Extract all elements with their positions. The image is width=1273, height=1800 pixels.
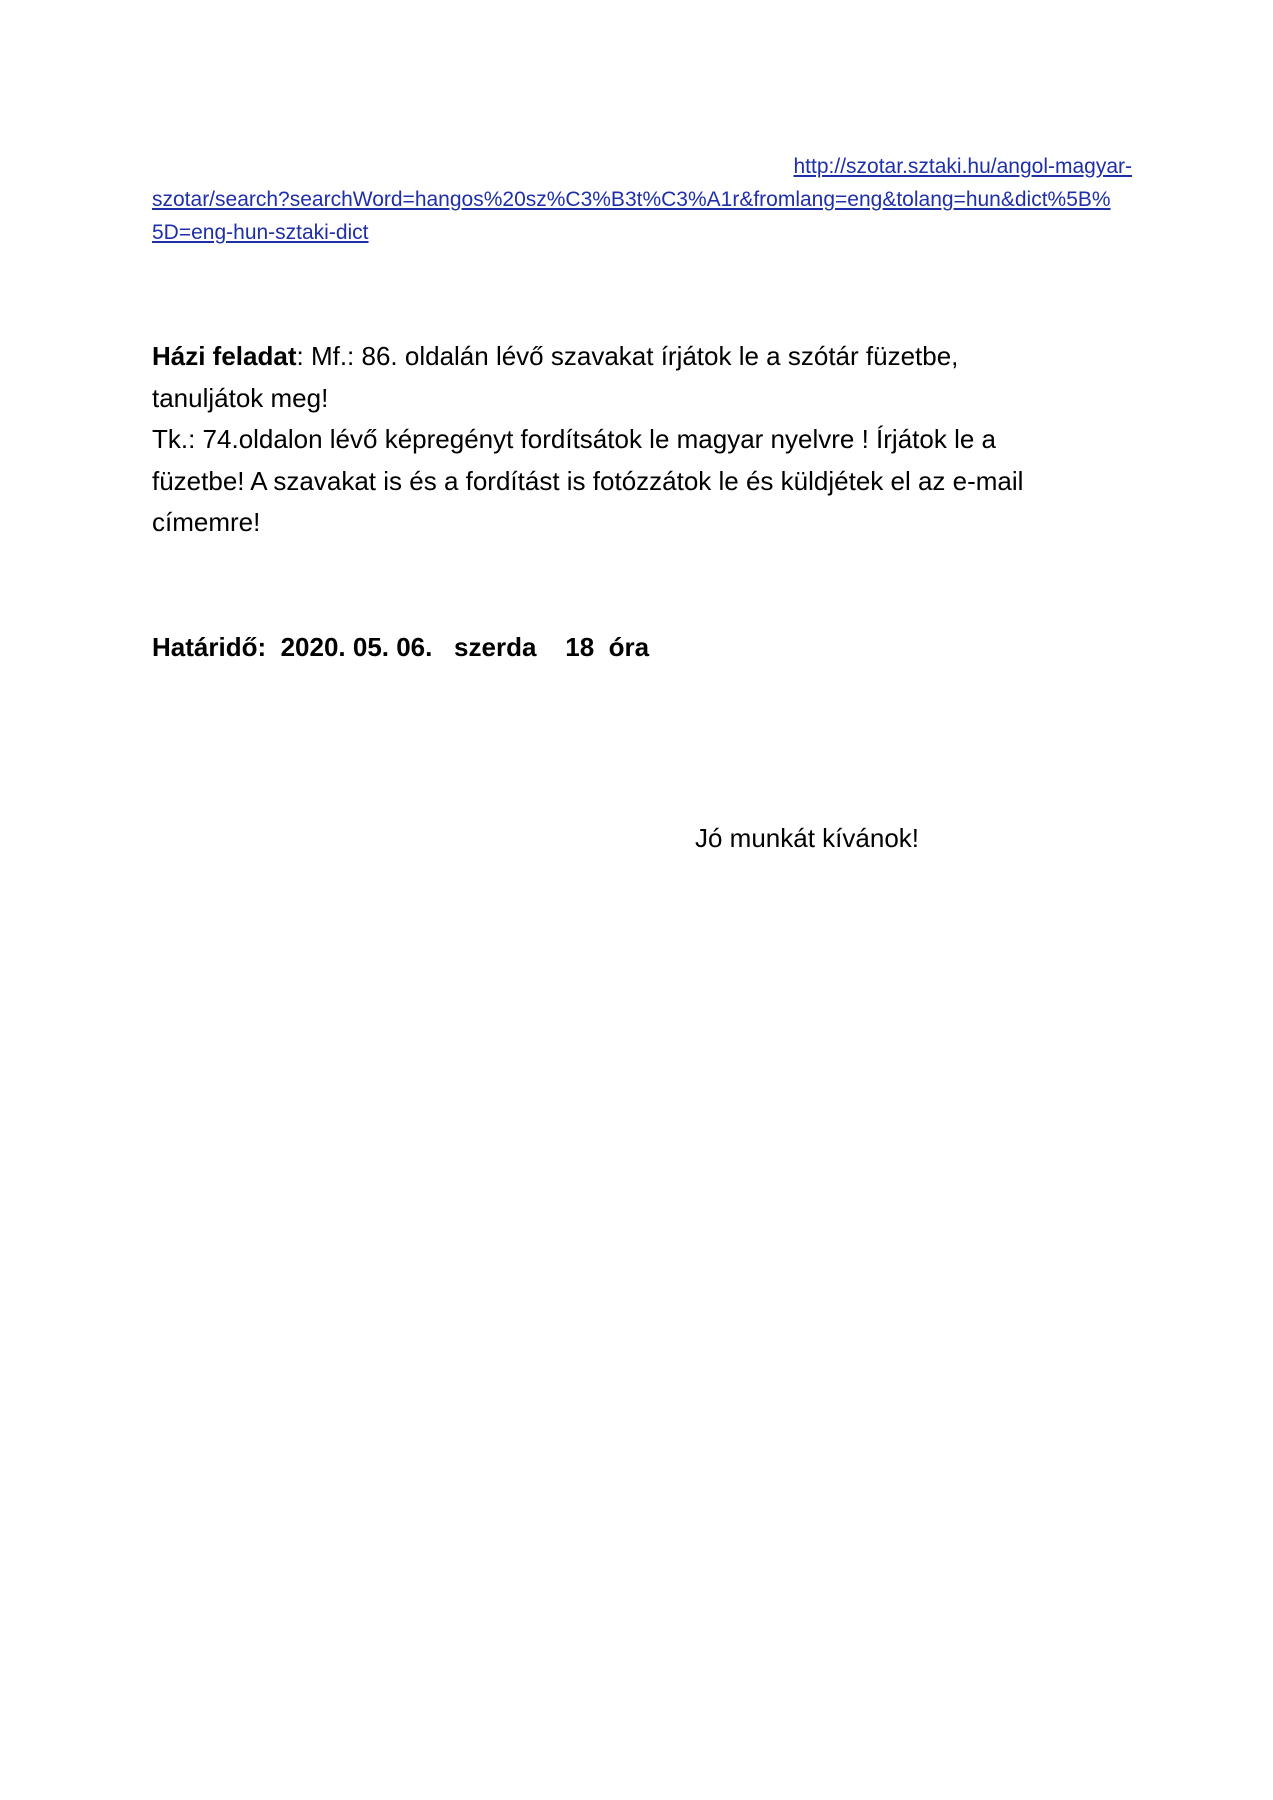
- homework-line-3: Tk.: 74.oldalon lévő képregényt fordítsátok le magyar nyelvre ! Írjátok le a: [152, 424, 996, 454]
- homework-line-4: füzetbe! A szavakat is és a fordítást is fotózzátok le és küldjétek el az e-mail: [152, 465, 1024, 496]
- homework-line-5: címemre!: [152, 507, 261, 537]
- homework-line-2: tanuljátok meg!: [152, 382, 329, 413]
- dictionary-link-line-3[interactable]: 5D=eng-hun-sztaki-dict: [152, 221, 369, 244]
- closing-text: Jó munkát kívánok!: [695, 823, 919, 853]
- homework-line-1: [152, 336, 1132, 378]
- dictionary-link-line-2[interactable]: szotar/search?searchWord=hangos%20sz%C3%B3t%C3%A1r&fromlang=eng&tolang=hun&dict%5B%: [152, 188, 1111, 211]
- homework-label: Házi feladat: [152, 341, 297, 371]
- dictionary-link[interactable]: [152, 150, 1132, 249]
- dictionary-link-line-1[interactable]: http://szotar.sztaki.hu/angol-magyar-: [793, 155, 1132, 178]
- homework-paragraph: [152, 336, 1132, 544]
- deadline-text: Határidő: 2020. 05. 06. szerda 18 óra: [152, 632, 650, 662]
- homework-line-1-text: : Mf.: 86. oldalán lévő szavakat írjátok le a szótár füzetbe,: [296, 341, 959, 371]
